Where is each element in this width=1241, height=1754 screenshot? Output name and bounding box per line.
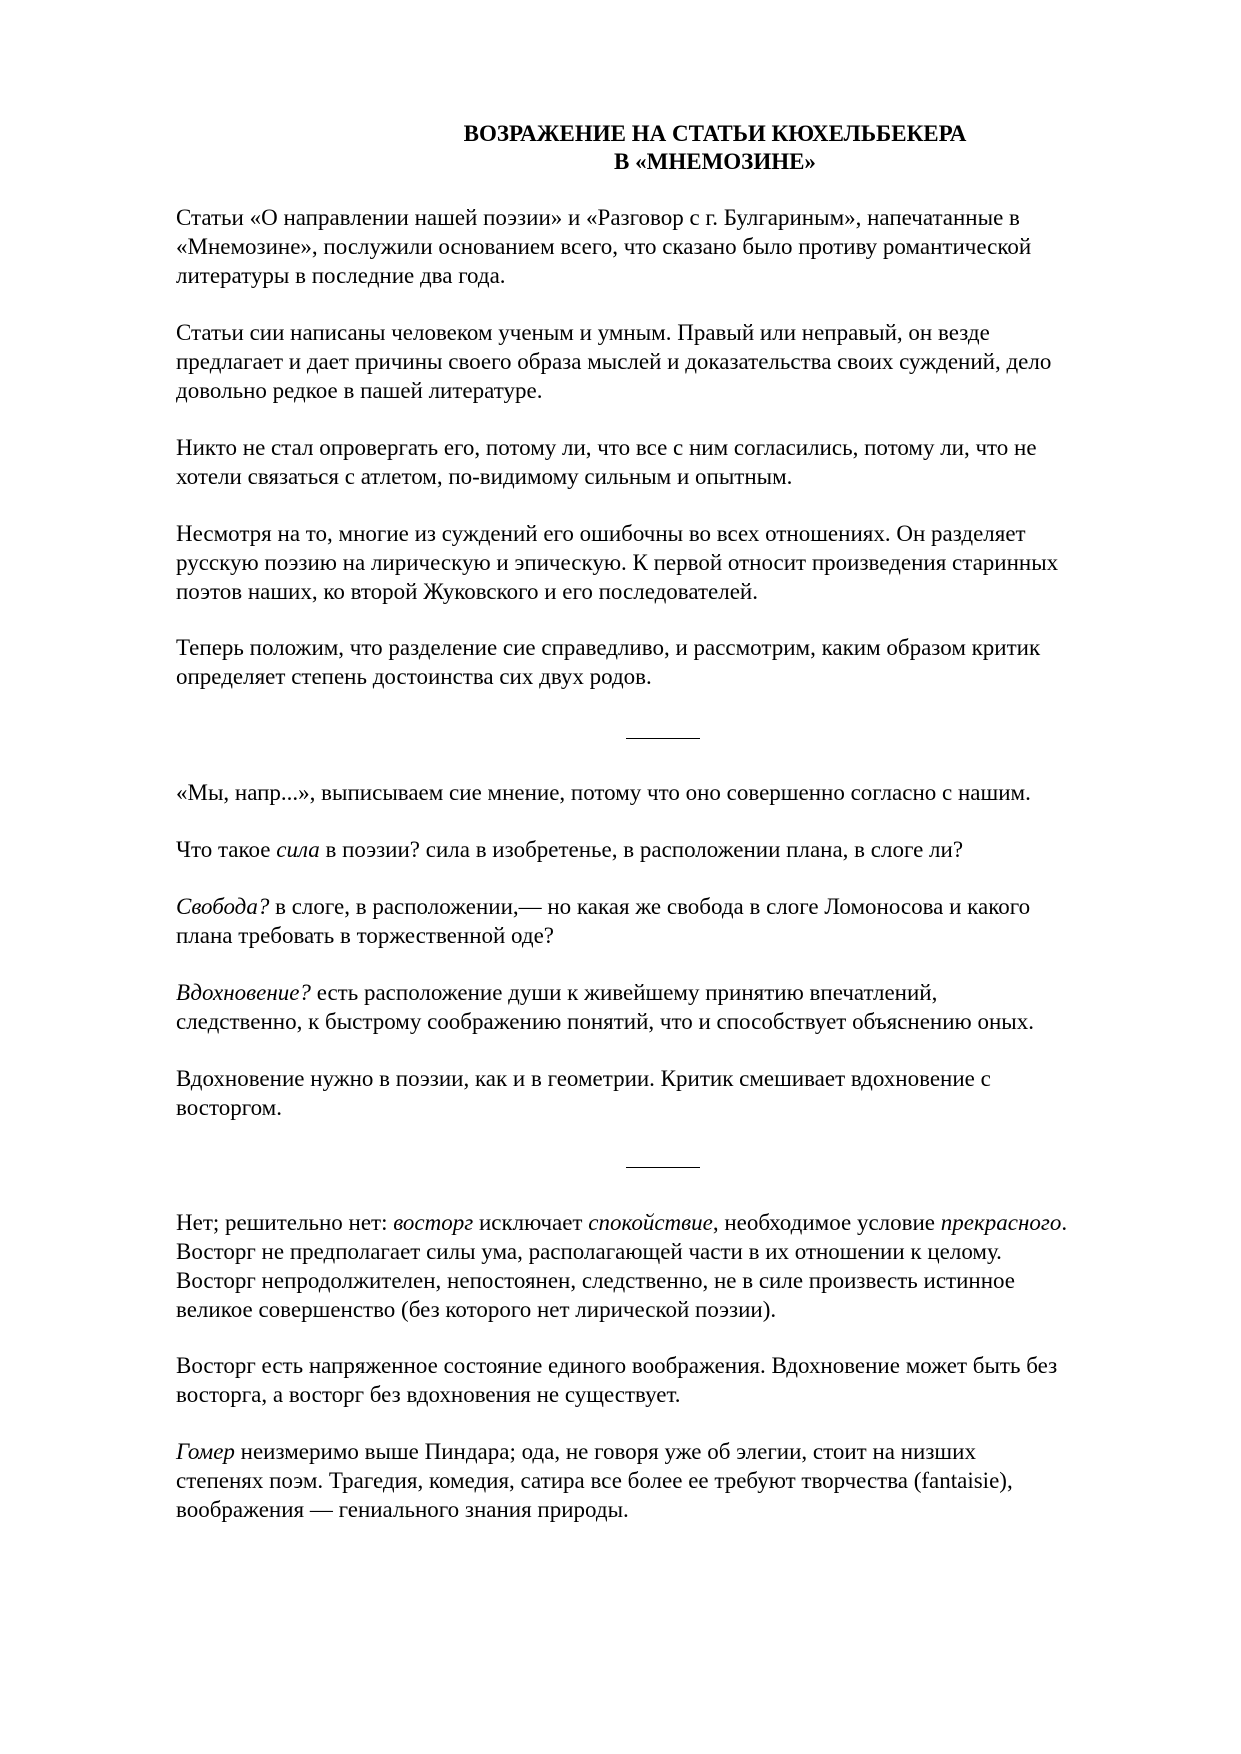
paragraph-line: [176, 835, 1166, 864]
paragraph-line: восторга, а восторг без вдохновения не существует.: [176, 1382, 681, 1407]
paragraph-3: [176, 433, 1166, 491]
paragraph-line: следственно, к быстрому соображению понятий, что и способствует объяснению оных.: [176, 1009, 1034, 1034]
text-run: неизмеримо выше Пиндара; ода, не говоря уже об элегии, стоит на низших: [234, 1439, 976, 1464]
paragraph-line: предлагает и дает причины своего образа мыслей и доказательства своих суждений, дело: [176, 349, 1052, 374]
paragraph-line: Несмотря на то, многие из суждений его ошибочны во всех отношениях. Он разделяет: [176, 521, 1026, 546]
paragraph-line: «Мнемозине», послужили основанием всего, что сказано было противу романтической: [176, 234, 1032, 259]
paragraph-line: [176, 1437, 1166, 1466]
emphasis-svoboda: Свобода?: [176, 894, 270, 919]
paragraph-line: Никто не стал опровергать его, потому ли, что все с ним согласились, потому ли, что не: [176, 435, 1037, 460]
text-run: .: [1061, 1210, 1068, 1235]
paragraph-line: Теперь положим, что разделение сие справедливо, и рассмотрим, каким образом критик: [176, 635, 1041, 660]
paragraph-4: [176, 519, 1166, 606]
paragraph-13: [176, 1437, 1166, 1524]
title-line-2: В «МНЕМОЗИНЕ»: [614, 149, 816, 174]
text-run: Нет; решительно нет:: [176, 1210, 394, 1235]
paragraph-line: Статьи сии написаны человеком ученым и умным. Правый или неправый, он везде: [176, 320, 990, 345]
paragraph-9: [176, 978, 1166, 1036]
paragraph-line: степенях поэм. Трагедия, комедия, сатира все более ее требуют творчества (fantaisie),: [176, 1468, 1013, 1493]
paragraph-line: великое совершенство (без которого нет лирической поэзии).: [176, 1297, 777, 1322]
paragraph-2: [176, 318, 1166, 405]
text-run: исключает: [473, 1210, 589, 1235]
emphasis-gomer: Гомер: [176, 1439, 235, 1464]
paragraph-line: русскую поэзию на лирическую и эпическую. К первой относит произведения старинных: [176, 550, 1059, 575]
paragraph-7: [176, 835, 1166, 864]
section-separator: [626, 738, 700, 739]
text-run: , необходимое условие: [712, 1210, 941, 1235]
page-title: [0, 120, 1241, 176]
emphasis-vostorg: восторг: [393, 1210, 474, 1235]
paragraph-5: [176, 633, 1166, 691]
emphasis-spokoystvie: спокойствие: [588, 1210, 713, 1235]
emphasis-prekrasnogo: прекрасного: [940, 1210, 1062, 1235]
paragraph-line: Статьи «О направлении нашей поэзии» и «Разговор с г. Булгариным», напечатанные в: [176, 205, 1020, 230]
text-run: в слоге, в расположении,— но какая же свобода в слоге Ломоносова и какого: [269, 894, 1031, 919]
paragraph-line: Восторг не предполагает силы ума, располагающей части в их отношении к целому.: [176, 1239, 1002, 1264]
paragraph-line: плана требовать в торжественной оде?: [176, 923, 555, 948]
text-run: в поэзии? сила в изобретенье, в расположении плана, в слоге ли?: [319, 837, 964, 862]
paragraph-6: [176, 778, 1166, 807]
paragraph-line: поэтов наших, ко второй Жуковского и его последователей.: [176, 579, 758, 604]
paragraph-1: [176, 203, 1166, 290]
paragraph-line: Вдохновение нужно в поэзии, как и в геометрии. Критик смешивает вдохновение с: [176, 1066, 991, 1091]
section-separator: [626, 1167, 700, 1168]
paragraph-11: [176, 1208, 1166, 1324]
paragraph-line: литературы в последние два года.: [176, 263, 506, 288]
text-run: Что такое: [176, 837, 277, 862]
paragraph-line: [176, 892, 1166, 921]
emphasis-vdokhnovenie: Вдохновение?: [176, 980, 311, 1005]
paragraph-10: [176, 1064, 1166, 1122]
paragraph-line: Восторг есть напряженное состояние единого воображения. Вдохновение может быть без: [176, 1353, 1058, 1378]
emphasis-sila: сила: [276, 837, 320, 862]
paragraph-line: хотели связаться с атлетом, по-видимому сильным и опытным.: [176, 464, 793, 489]
paragraph-line: [176, 1208, 1166, 1237]
paragraph-line: [176, 978, 1166, 1007]
text-run: есть расположение души к живейшему принятию впечатлений,: [310, 980, 938, 1005]
paragraph-12: [176, 1351, 1166, 1409]
paragraph-line: восторгом.: [176, 1095, 282, 1120]
paragraph-line: довольно редкое в пашей литературе.: [176, 378, 543, 403]
paragraph-line: Восторг непродолжителен, непостоянен, следственно, не в силе произвесть истинное: [176, 1268, 1015, 1293]
paragraph-line: воображения — гениального знания природы.: [176, 1497, 629, 1522]
title-line-1: ВОЗРАЖЕНИЕ НА СТАТЬИ КЮХЕЛЬБЕКЕРА: [463, 121, 967, 146]
paragraph-line: определяет степень достоинства сих двух родов.: [176, 664, 652, 689]
paragraph-line: «Мы, напр...», выписываем сие мнение, потому что оно совершенно согласно с нашим.: [176, 780, 1031, 805]
paragraph-8: [176, 892, 1166, 950]
